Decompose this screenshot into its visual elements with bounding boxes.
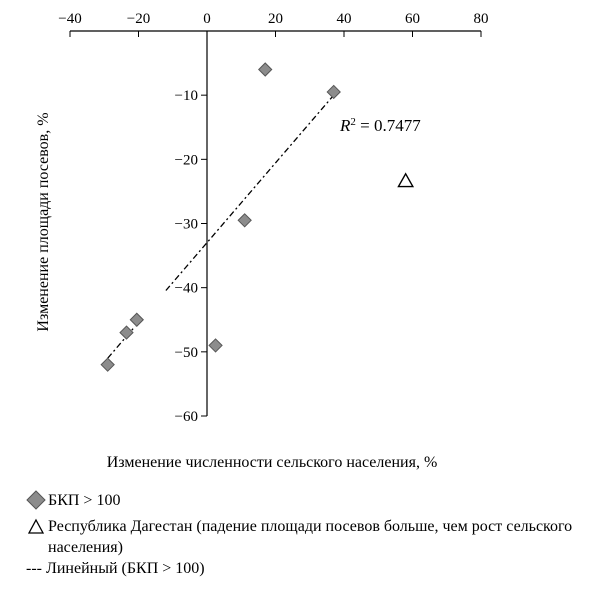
x-tick-label: 20 bbox=[268, 11, 283, 27]
diamond-point bbox=[120, 326, 133, 339]
diamond-point bbox=[101, 358, 114, 371]
legend-label-bkp: БКП > 100 bbox=[48, 492, 121, 509]
x-axis-ticks bbox=[58, 11, 488, 37]
y-tick-label: −20 bbox=[174, 152, 198, 169]
y-tick-label: −50 bbox=[174, 344, 198, 361]
triangle-point bbox=[398, 174, 412, 187]
legend-label-dagestan: Республика Дагестан (падение площади посевов больше, чем рост сельского населения) bbox=[48, 518, 573, 556]
diamond-point bbox=[130, 313, 143, 326]
triangle-marker-icon bbox=[26, 516, 48, 542]
diamond-point bbox=[238, 214, 251, 227]
y-tick-label: −40 bbox=[174, 280, 198, 297]
r2-symbol: R bbox=[340, 116, 351, 135]
y-axis-label: Изменение площади посевов, % bbox=[35, 112, 52, 332]
x-tick-label: −40 bbox=[58, 11, 82, 27]
y-tick-label: −60 bbox=[174, 409, 198, 425]
x-tick-label: 40 bbox=[336, 11, 352, 27]
legend bbox=[26, 490, 586, 579]
x-tick-label: 80 bbox=[473, 11, 489, 27]
r-squared-annotation bbox=[339, 116, 421, 135]
diamond-point bbox=[327, 85, 340, 98]
x-tick-label: 60 bbox=[405, 11, 420, 27]
legend-item-bkp bbox=[26, 490, 586, 516]
y-tick-label: −30 bbox=[174, 216, 198, 233]
data-points bbox=[101, 63, 413, 371]
legend-item-trendline bbox=[26, 558, 586, 579]
y-axis-ticks bbox=[175, 88, 207, 425]
diamond-marker-icon bbox=[26, 490, 48, 516]
r2-value: = 0.7477 bbox=[355, 116, 421, 135]
trendline-segment-2 bbox=[166, 95, 334, 290]
legend-item-dagestan bbox=[26, 516, 586, 558]
y-tick-label: −10 bbox=[174, 88, 198, 105]
x-tick-label: −20 bbox=[126, 11, 151, 27]
x-tick-label: 0 bbox=[203, 11, 211, 27]
diamond-point bbox=[259, 63, 272, 76]
x-axis-label: Изменение численности сельского населения, % bbox=[106, 454, 438, 471]
axes bbox=[70, 31, 481, 416]
legend-label-trendline: --- Линейный (БКП > 100) bbox=[26, 560, 205, 577]
diamond-point bbox=[209, 339, 222, 352]
r2-exponent: 2 bbox=[350, 116, 356, 128]
